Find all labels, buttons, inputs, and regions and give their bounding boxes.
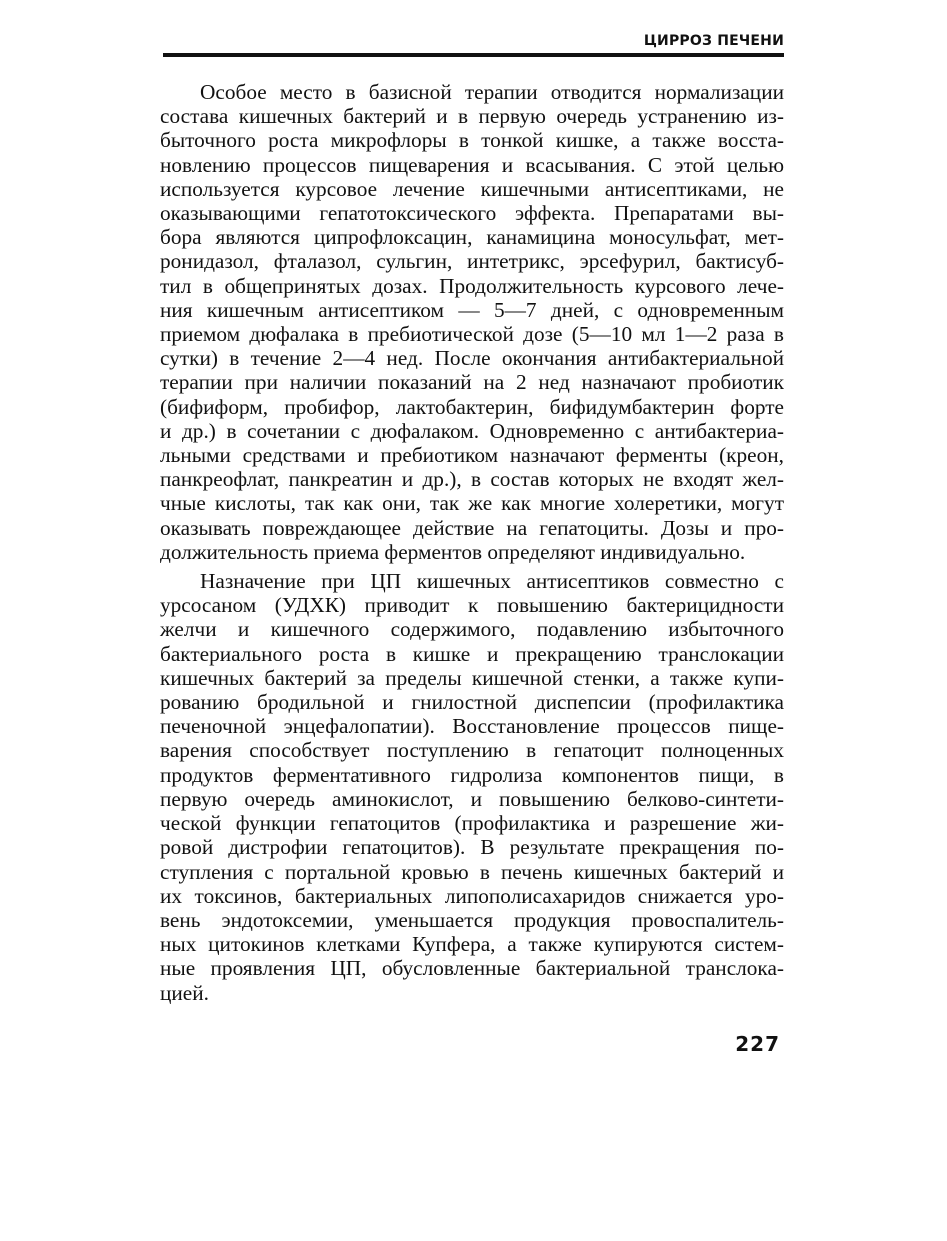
text-line: (бифиформ, пробифор, лактобактерин, бифидумбактерин форте: [160, 394, 784, 419]
text-line: Назначение при ЦП кишечных антисептиков совместно с: [200, 569, 784, 594]
text-line: сутки) в течение 2—4 нед. После окончания антибактериальной: [160, 346, 784, 371]
page-number: 227: [735, 1032, 780, 1056]
text-line: цией.: [160, 980, 209, 1005]
text-line: тил в общепринятых дозах. Продолжительность курсового лече-: [160, 273, 784, 298]
paragraph: [160, 569, 784, 1005]
text-line: ронидазол, фталазол, сульгин, интетрикс, эрсефурил, бактисуб-: [160, 249, 784, 274]
text-line: должительность приема ферментов определяют индивидуально.: [160, 539, 746, 564]
text-line: печеночной энцефалопатии). Восстановление процессов пище-: [160, 714, 784, 739]
text-line: бора являются ципрофлоксацин, канамицина моносульфат, мет-: [160, 225, 784, 250]
body-text: [160, 80, 784, 1005]
text-line: варения способствует поступлению в гепатоцит полноценных: [160, 738, 784, 763]
text-line: оказывать повреждающее действие на гепатоциты. Дозы и про-: [160, 515, 784, 540]
text-line: новлению процессов пищеварения и всасывания. С этой целью: [160, 152, 784, 177]
text-line: ческой функции гепатоцитов (профилактика и разрешение жи-: [160, 811, 784, 836]
text-line: приемом дюфалака в пребиотической дозе (5—10 мл 1—2 раза в: [160, 322, 784, 347]
text-line: бактериального роста в кишке и прекращению транслокации: [160, 641, 784, 666]
text-line: кишечных бактерий за пределы кишечной стенки, а также купи-: [160, 665, 784, 690]
text-line: ные проявления ЦП, обусловленные бактериальной транслока-: [160, 956, 784, 981]
text-line: первую очередь аминокислот, и повышению белково-синтети-: [160, 786, 784, 811]
text-line: желчи и кишечного содержимого, подавлению избыточного: [160, 617, 784, 642]
text-line: быточного роста микрофлоры в тонкой кишке, а также восста-: [160, 128, 784, 153]
text-line: вень эндотоксемии, уменьшается продукция провоспалитель-: [160, 907, 784, 932]
text-line: состава кишечных бактерий и в первую очередь устранению из-: [160, 104, 784, 129]
text-line: ступления с портальной кровью в печень кишечных бактерий и: [160, 859, 784, 884]
text-line: рованию бродильной и гнилостной диспепсии (профилактика: [160, 690, 784, 715]
text-line: урсосаном (УДХК) приводит к повышению бактерицидности: [160, 593, 784, 618]
header-rule: [163, 53, 784, 57]
text-line: ных цитокинов клетками Купфера, а также купируются систем-: [160, 932, 784, 957]
text-line: терапии при наличии показаний на 2 нед назначают пробиотик: [160, 370, 784, 395]
text-line: чные кислоты, так как они, так же как многие холеретики, могут: [160, 491, 784, 516]
text-line: льными средствами и пребиотиком назначают ферменты (креон,: [160, 443, 784, 468]
text-line: оказывающими гепатотоксического эффекта. Препаратами вы-: [160, 201, 784, 226]
text-line: ния кишечным антисептиком — 5—7 дней, с одновременным: [160, 297, 784, 322]
paragraph: [160, 80, 784, 564]
text-line: Особое место в базисной терапии отводится нормализации: [200, 80, 784, 104]
text-line: ровой дистрофии гепатоцитов). В результате прекращения по-: [160, 835, 784, 860]
text-line: и др.) в сочетании с дюфалаком. Одновременно с антибактериа-: [160, 418, 784, 443]
text-line: продуктов ферментативного гидролиза компонентов пищи, в: [160, 762, 784, 787]
text-line: панкреофлат, панкреатин и др.), в состав которых не входят жел-: [160, 467, 784, 492]
running-head: ЦИРРОЗ ПЕЧЕНИ: [643, 33, 784, 49]
text-line: используется курсовое лечение кишечными антисептиками, не: [160, 176, 784, 201]
text-line: их токсинов, бактериальных липополисахаридов снижается уро-: [160, 883, 784, 908]
